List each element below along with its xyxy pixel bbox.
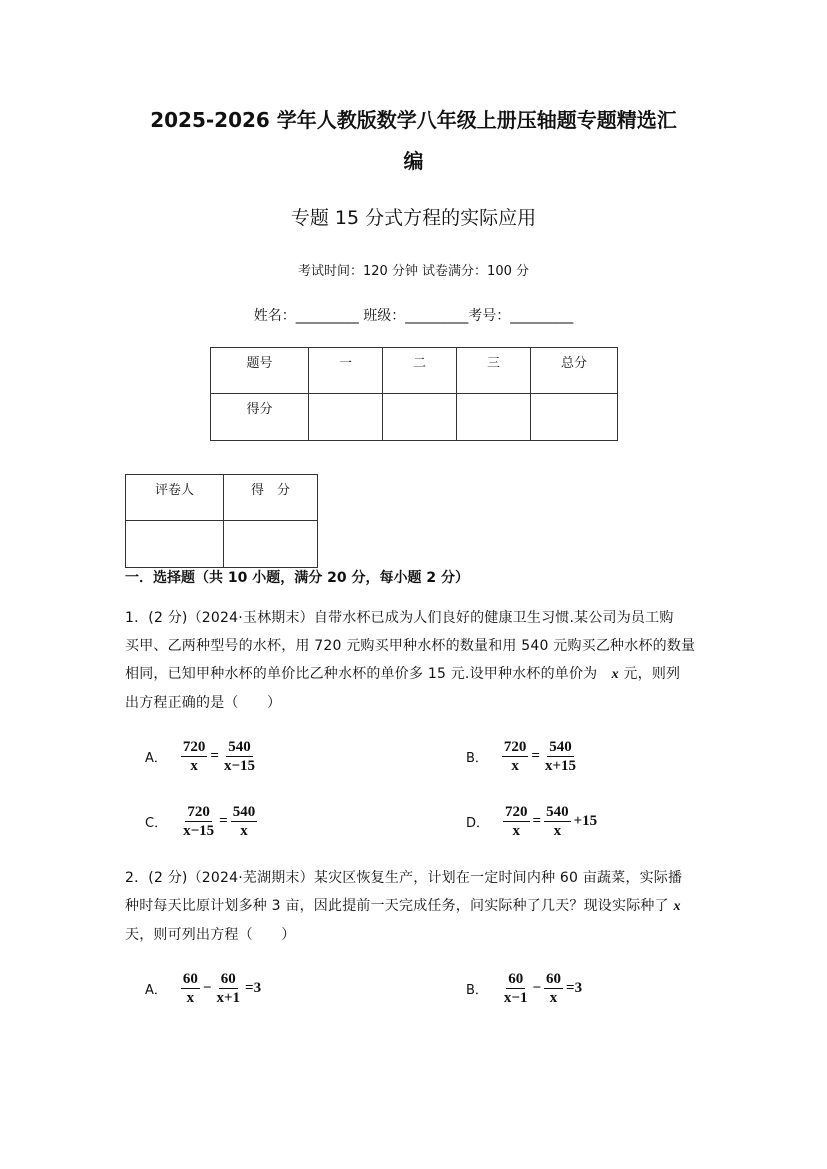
- student-info-line: 姓名：_________ 班级：_________考号：_________: [253, 308, 574, 324]
- option-label: D．: [466, 816, 490, 831]
- score-cell: [531, 394, 618, 441]
- numerator: 60: [508, 971, 524, 987]
- denominator: x: [240, 823, 248, 839]
- option-label: C．: [145, 816, 168, 831]
- operator: =: [532, 813, 542, 829]
- header-cell: 评卷人: [126, 475, 224, 521]
- numerator: 540: [546, 804, 569, 820]
- fraction: [544, 803, 571, 840]
- fraction: [231, 803, 258, 840]
- operator: =: [219, 813, 228, 829]
- denominator: x: [553, 823, 562, 839]
- option-label: A．: [145, 983, 167, 998]
- variable: x: [673, 899, 681, 914]
- tail: =3: [566, 980, 583, 996]
- option-label: B．: [466, 751, 488, 766]
- question-2: [125, 864, 695, 949]
- tail: =3: [245, 980, 262, 996]
- numerator: 60: [546, 971, 562, 987]
- fraction: [544, 970, 563, 1007]
- text-line: 出方程正确的是（ ）: [125, 695, 282, 711]
- operator: =: [531, 748, 540, 764]
- q2-option-B[interactable]: [466, 970, 583, 1007]
- fraction: [181, 803, 216, 840]
- fraction: [181, 970, 200, 1007]
- score-table: [210, 347, 618, 441]
- score-cell: [309, 394, 383, 441]
- exam-info: 考试时间：120 分钟 试卷满分：100 分: [297, 264, 530, 279]
- numerator: 540: [549, 739, 572, 755]
- denominator: x: [186, 990, 195, 1006]
- denominator: x: [512, 823, 521, 839]
- option-label: B．: [466, 983, 488, 998]
- fraction: [543, 738, 578, 775]
- fraction: [222, 738, 257, 775]
- numerator: 720: [187, 804, 210, 820]
- score-cell: [224, 521, 318, 568]
- denominator: x: [190, 758, 198, 774]
- fraction: [214, 970, 242, 1007]
- doc-title-line2: 编: [403, 149, 424, 173]
- denominator: x−15: [183, 823, 215, 839]
- denominator: x+15: [544, 758, 577, 774]
- fraction: [502, 970, 530, 1007]
- header-cell: 三: [457, 348, 531, 394]
- text: 相同，已知甲种水杯的单价比乙种水杯的单价多 15 元.设甲种水杯的单价为: [125, 666, 598, 682]
- numerator: 540: [228, 739, 251, 755]
- denominator: x: [549, 990, 558, 1006]
- header-cell: 二: [383, 348, 457, 394]
- q1-option-D[interactable]: [466, 803, 598, 840]
- text-line: [125, 892, 695, 921]
- numerator: 540: [232, 804, 256, 820]
- denominator: x−1: [503, 990, 528, 1006]
- text: 元，则列: [618, 666, 681, 682]
- header-cell: 题号: [211, 348, 309, 394]
- doc-title-line1: 2025-2026 学年人教版数学八年级上册压轴题专题精选汇: [150, 108, 677, 132]
- numerator: 60: [220, 971, 236, 987]
- score-cell: [457, 394, 531, 441]
- fraction: [503, 803, 530, 840]
- numerator: 60: [182, 971, 198, 987]
- denominator: x+1: [216, 990, 241, 1006]
- operator: −: [532, 980, 542, 996]
- topic-subtitle: 专题 15 分式方程的实际应用: [290, 207, 537, 229]
- score-cell: [383, 394, 457, 441]
- header-cell: 得 分: [224, 475, 318, 521]
- row-label: 得分: [211, 394, 309, 441]
- header-cell: 一: [309, 348, 383, 394]
- q1-option-C[interactable]: [145, 803, 261, 840]
- denominator: x−15: [223, 758, 256, 774]
- text-line: 天，则可列出方程（ ）: [125, 927, 296, 943]
- q1-option-A[interactable]: [145, 738, 261, 775]
- header-cell: 总分: [531, 348, 618, 394]
- denominator: x: [511, 758, 519, 774]
- option-label: A．: [145, 751, 167, 766]
- tail: +15: [573, 813, 598, 829]
- operator: −: [202, 980, 212, 996]
- variable: x: [611, 667, 619, 682]
- q2-option-A[interactable]: [145, 970, 262, 1007]
- fraction: [181, 738, 208, 775]
- numerator: 720: [503, 739, 527, 755]
- reviewer-cell: [126, 521, 224, 568]
- text-line: 2．(2 分)（2024·芜湖期末）某灾区恢复生产，计划在一定时间内种 60 亩蔬菜，实际播: [125, 870, 683, 886]
- text-line: 1．(2 分)（2024·玉林期末）自带水杯已成为人们良好的健康卫生习惯.某公司为员工购: [125, 610, 674, 626]
- operator: =: [210, 748, 219, 764]
- text: 种时每天比原计划多种 3 亩，因此提前一天完成任务，问实际种了几天？现设实际种了: [125, 898, 669, 914]
- numerator: 720: [182, 739, 206, 755]
- reviewer-table: [125, 474, 318, 568]
- text-line: [125, 660, 695, 689]
- fraction: [502, 738, 529, 775]
- q1-option-B[interactable]: [466, 738, 582, 775]
- text-line: 买甲、乙两种型号的水杯，用 720 元购买甲种水杯的数量和用 540 元购买乙种水杯的数量: [125, 638, 696, 654]
- section-heading: 一．选择题（共 10 小题，满分 20 分，每小题 2 分）: [125, 570, 469, 586]
- question-1: [125, 604, 695, 717]
- numerator: 720: [505, 804, 528, 820]
